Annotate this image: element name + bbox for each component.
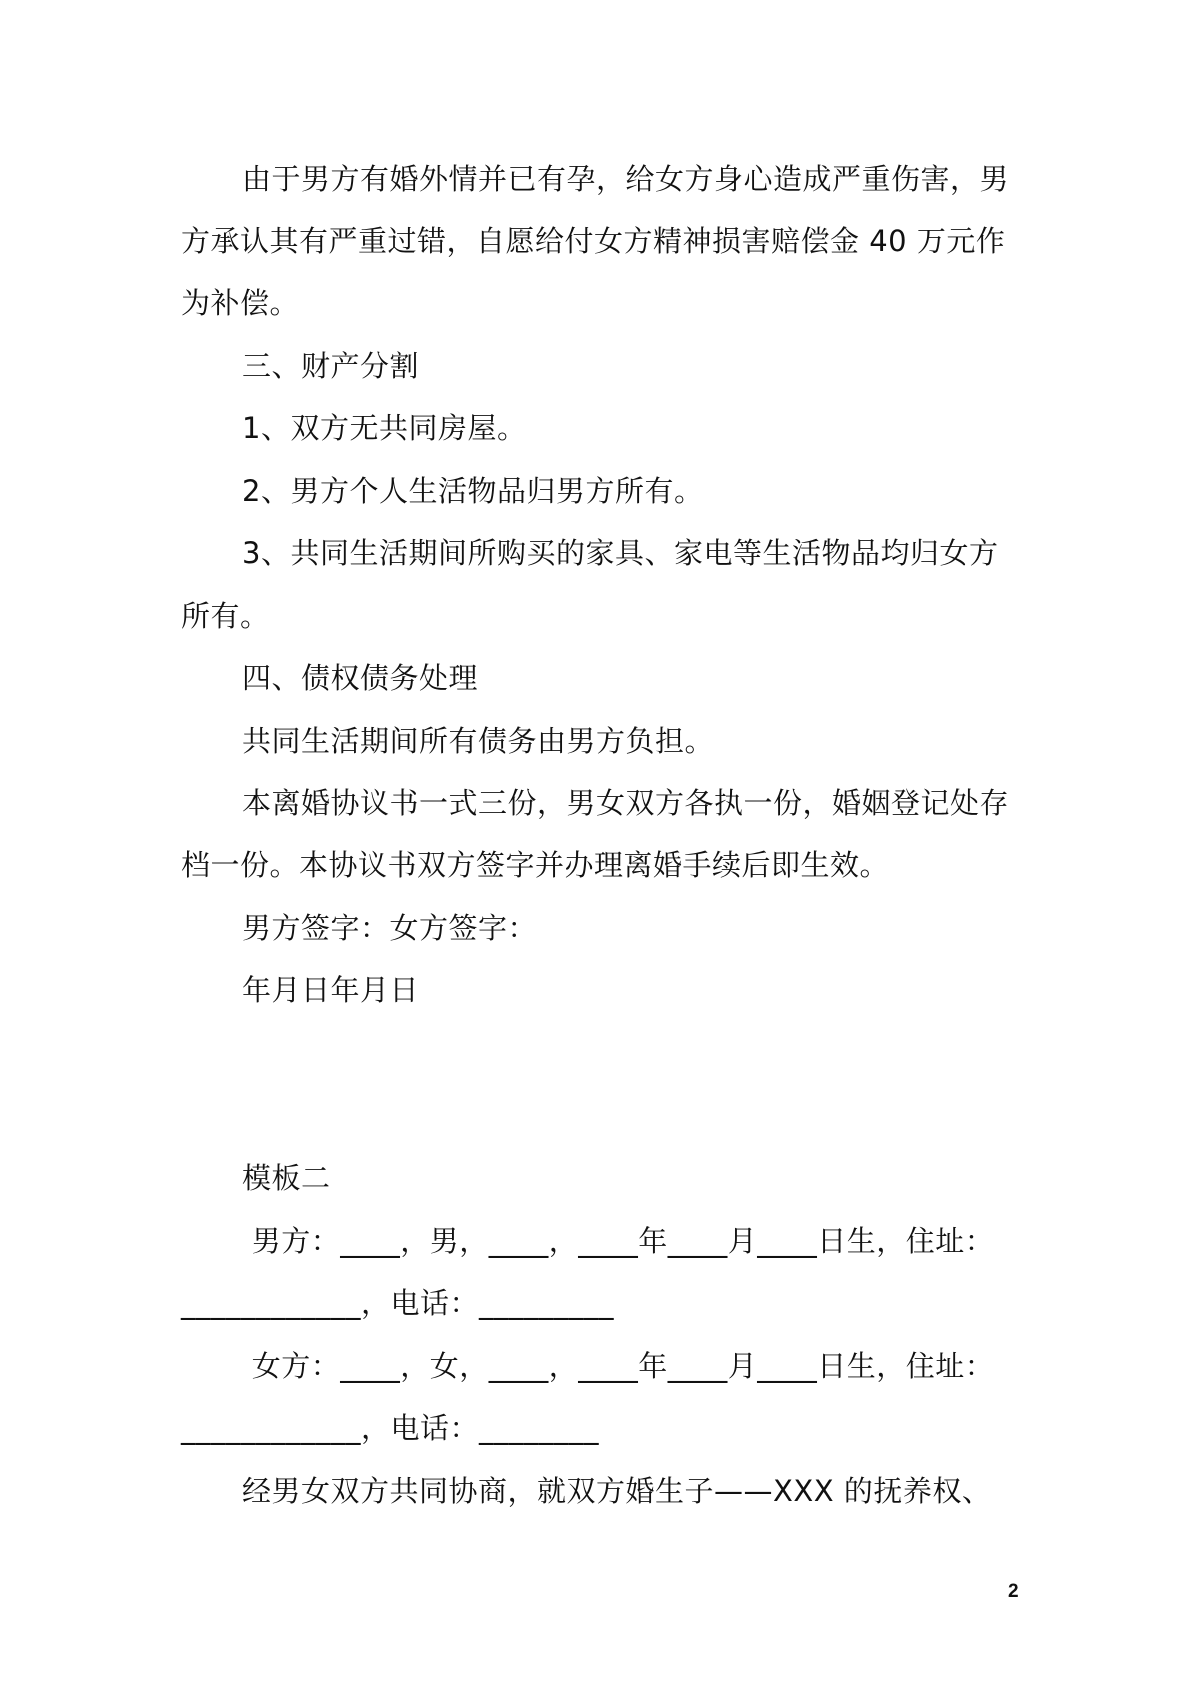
female-party-line: 女方：____，女，____，____年____月____日生，住址： xyxy=(242,1349,995,1383)
template-title: 模板二 xyxy=(242,1161,331,1195)
male-party-contact-line: ____________，电话：_________ xyxy=(181,1286,615,1320)
text-line: 本离婚协议书一式三份，男女双方各执一份，婚姻登记处存 xyxy=(242,786,1010,820)
text-line: 经男女双方共同协商，就双方婚生子——XXX 的抚养权、 xyxy=(242,1474,992,1508)
male-party-line: 男方：____，男，____，____年____月____日生，住址： xyxy=(242,1224,995,1258)
text-line: 3、共同生活期间所购买的家具、家电等生活物品均归女方 xyxy=(242,536,999,570)
date-line: 年月日年月日 xyxy=(242,973,420,1007)
text-line: 共同生活期间所有债务由男方负担。 xyxy=(242,724,715,758)
text-line: 为补偿。 xyxy=(181,286,300,320)
text-line: 所有。 xyxy=(181,599,270,633)
section-heading: 三、财产分割 xyxy=(242,349,420,383)
section-heading: 四、债权债务处理 xyxy=(242,661,479,695)
text-line: 档一份。本协议书双方签字并办理离婚手续后即生效。 xyxy=(181,848,890,882)
text-line: 由于男方有婚外情并已有孕，给女方身心造成严重伤害，男 xyxy=(242,162,1010,196)
text-line: 2、男方个人生活物品归男方所有。 xyxy=(242,474,704,508)
female-party-contact-line: ____________，电话：________ xyxy=(181,1411,600,1445)
text-line: 1、双方无共同房屋。 xyxy=(242,411,527,445)
text-line: 方承认其有严重过错，自愿给付女方精神损害赔偿金 40 万元作 xyxy=(181,224,1006,258)
page-number: 2 xyxy=(1008,1581,1019,1602)
signature-line: 男方签字：女方签字： xyxy=(242,911,538,945)
